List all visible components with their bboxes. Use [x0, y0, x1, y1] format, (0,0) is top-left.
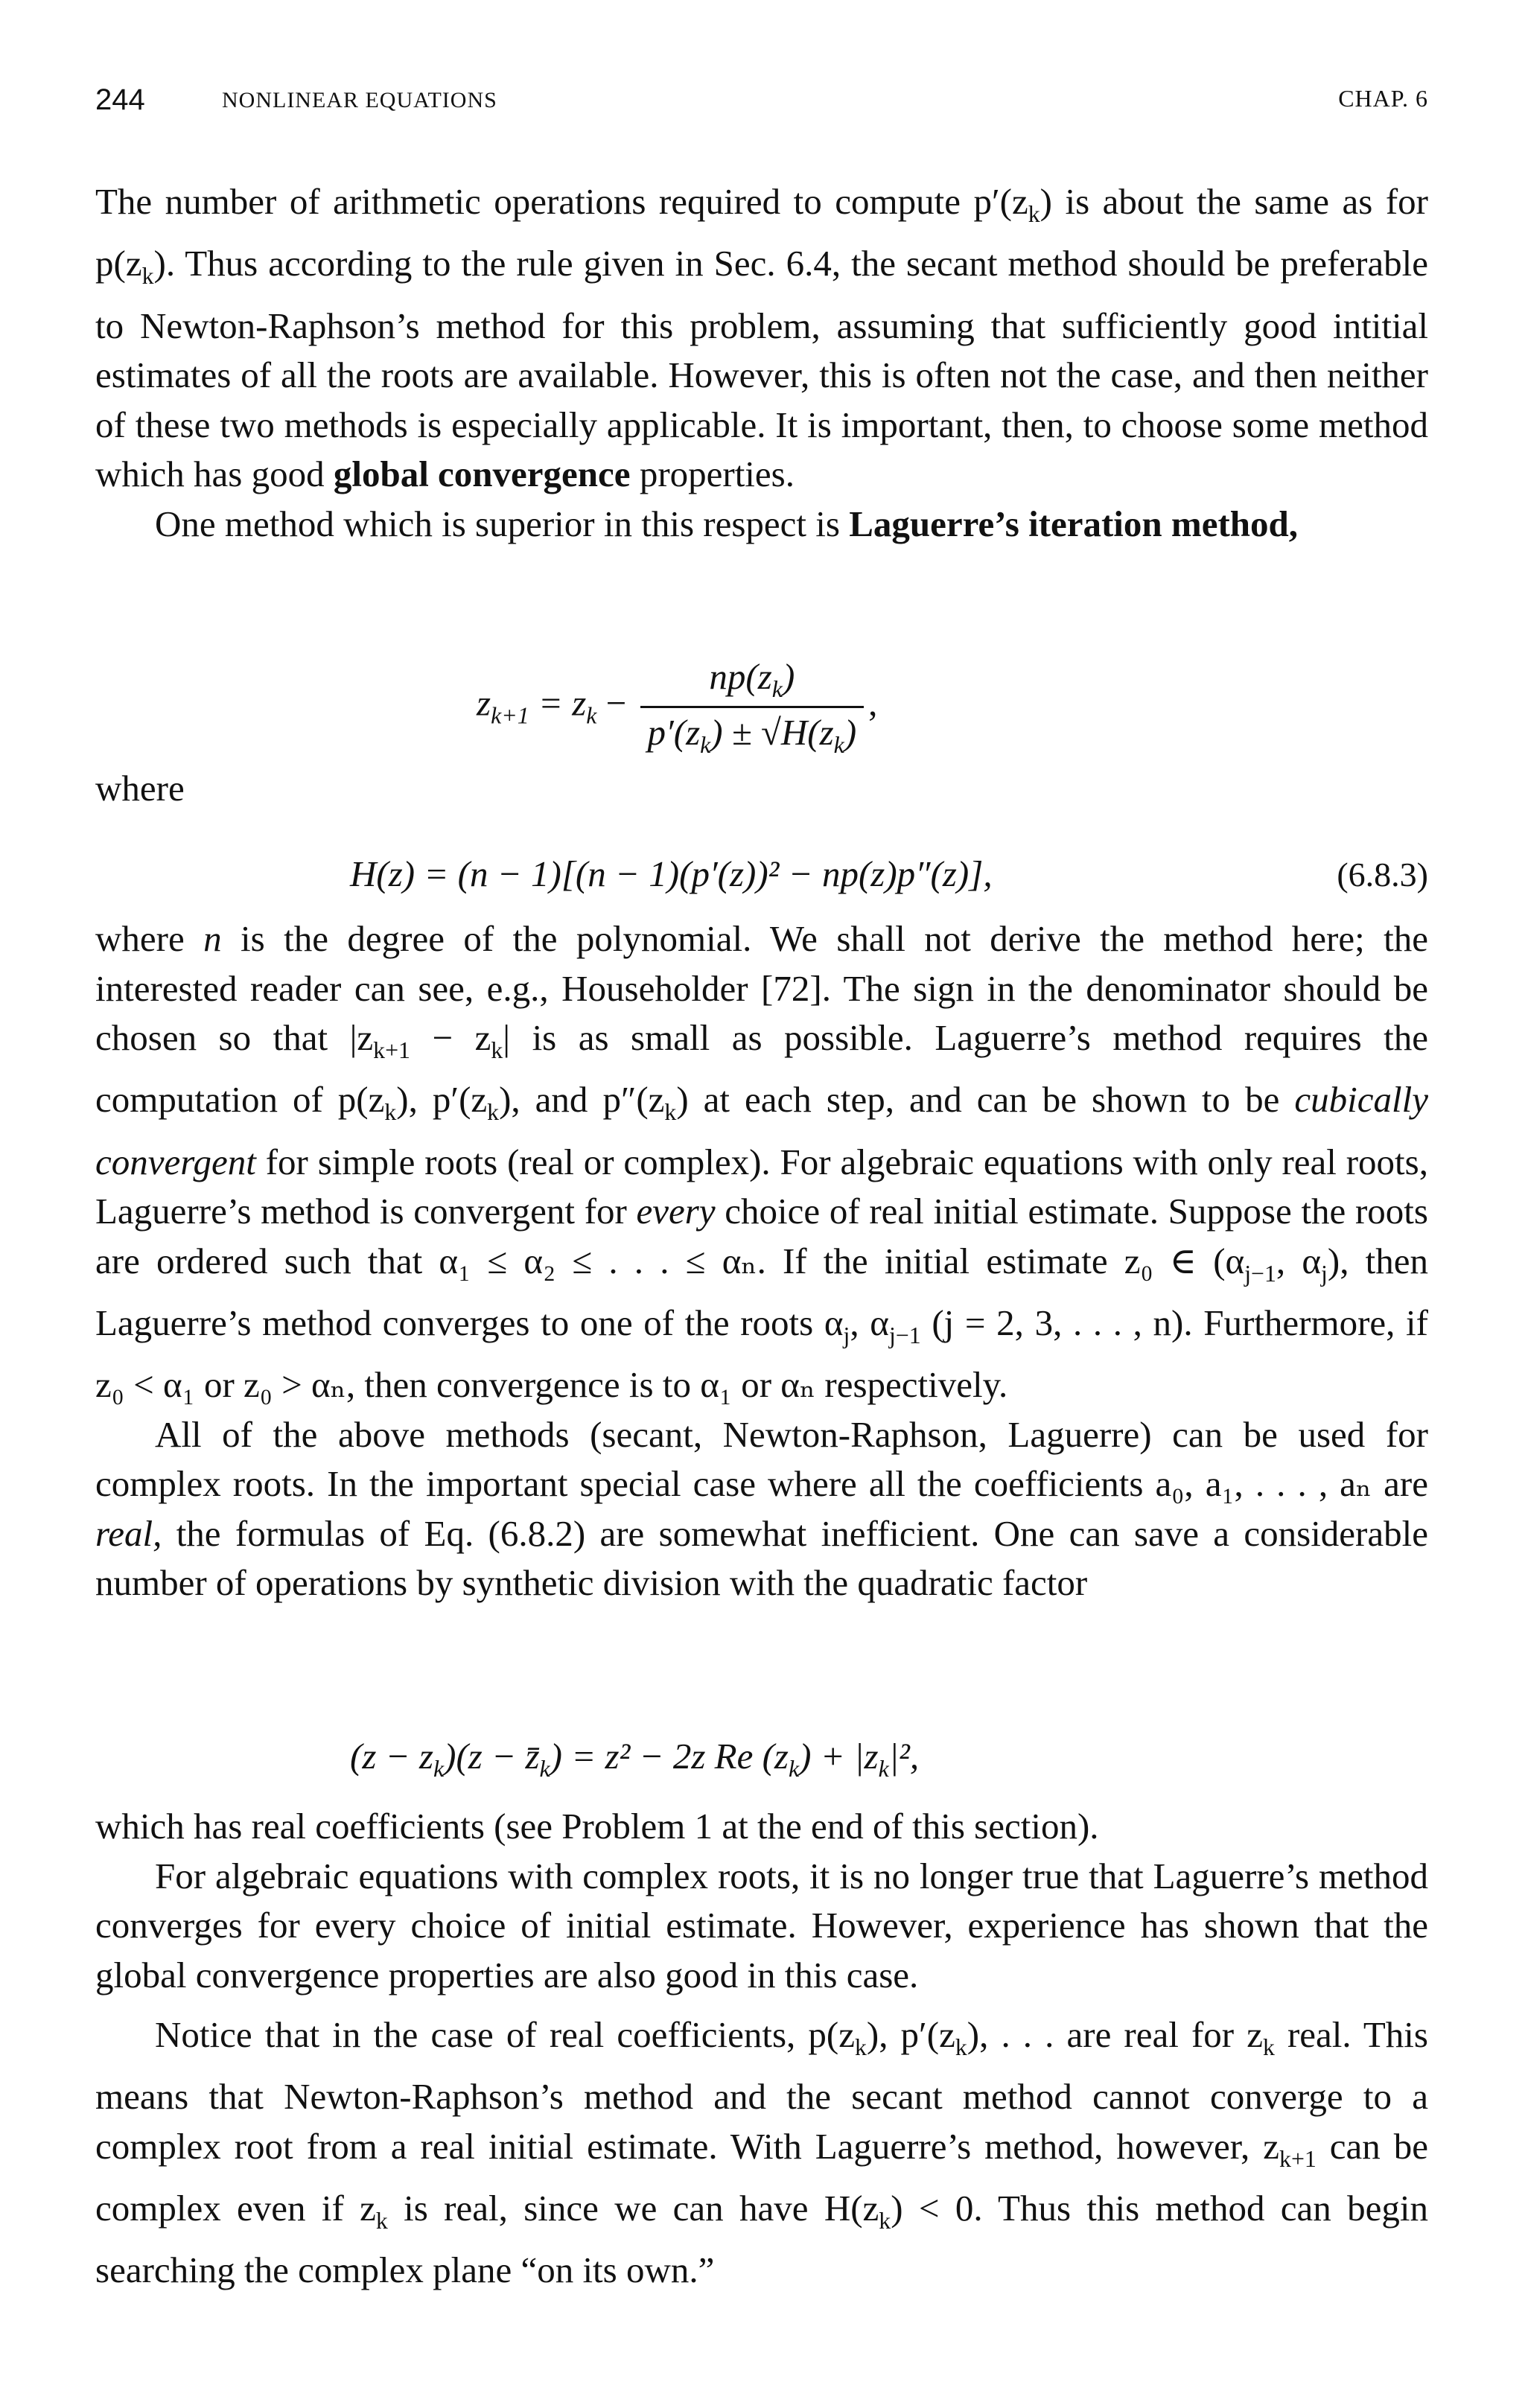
text-block-top — [95, 177, 1428, 549]
page-number: 244 — [95, 83, 145, 116]
running-title: NONLINEAR EQUATIONS — [222, 88, 497, 112]
italic-term: cubically convergent — [95, 1079, 1429, 1182]
paragraph: Notice that in the case of real coefficients, $p(z_k)$, $p'(z_k)$, . . . are real for $z_k$ real. This means that Newton-Raphson’s method and the secant method cannot converge to a complex root from a real initial estimate. With Laguerre’s method, however, $z_{k+1}$ can be complex even if $z_k$ is real, since we can have $H(z_k) < 0$. Thus this method can begin searching the complex plane “on its own.” — [95, 2014, 1429, 2291]
equation-H: H(z) = (n − 1)[(n − 1)(p′(z))² − np(z)p″(z)], — [350, 853, 993, 894]
fraction: $\frac{np(z_k)}{p'(z_k) \pm √H(z_k)}$ — [640, 655, 865, 759]
equation-laguerre-iteration: $z_{k+1} = z_k$ − $\frac{np(z_k)}{p'(z_k) \pm √H(z_k)}$ , — [477, 656, 878, 758]
italic-term: every — [636, 1191, 716, 1232]
text-block-bottom — [95, 1802, 1428, 2296]
paragraph: which has real coefficients (see Problem 1 at the end of this section). — [95, 1806, 1099, 1847]
bold-term: global convergence — [333, 453, 631, 495]
equation-number: (6.8.3) — [1337, 856, 1428, 894]
paragraph: All of the above methods (secant, Newton-Raphson, Laguerre) can be used for complex roots. In the important special case where all the coefficients a₀, a₁, . . . , aₙ are real, the formulas of Eq. (6.8.2) are somewhat inefficient. One can save a considerable number of operations by synthetic division with the quadratic factor — [95, 1413, 1428, 1604]
paragraph: For algebraic equations with complex roots, it is no longer true that Laguerre’s method converges for every choice of initial estimate. However, experience has shown that the global convergence properties are also good in this case. — [95, 1855, 1428, 1995]
paragraph: The number of arithmetic operations required to compute $p'(z_k)$ is about the same as for $p(z_k)$. Thus according to the rule given in Sec. 6.4, the secant method should be preferable to Newton-Raphson’s method for this problem, assuming that sufficiently good intitial estimates of all the roots are available. However, this is often not the case, and then neither of these two methods is especially applicable. It is important, then, to choose some method which has good global convergence properties. — [95, 181, 1428, 495]
equation-quadratic-factor: $(z - z_k)(z$ − $z̄_k) = z^2 - 2z$ Re $(z_k) + |z_k|^2$, — [350, 1736, 920, 1782]
paragraph: where n is the degree of the polynomial. We shall not derive the method here; the interested reader can see, e.g., Householder [72]. The sign in the denominator should be chosen so that $|z_{k+1} - z_k|$ is as small as possible. Laguerre’s method requires the computation of $p(z_k)$, $p'(z_k)$, and $p''(z_k)$ at each step, and can be shown to be cubically convergent for simple roots (real or complex). For algebraic equations with only real roots, Laguerre’s method is convergent for every choice of real initial estimate. Suppose the roots are ordered such that α₁ ≤ α₂ ≤ . . . ≤ αₙ. If the initial estimate z₀ ∈ ($\alpha_{j-1}$, $\alpha_j$), then Laguerre’s method converges to one of the roots $\alpha_j$, $\alpha_{j-1}$ (j = 2, 3, . . . , n). Furthermore, if z₀ < α₁ or z₀ > αₙ, then convergence is to α₁ or αₙ respectively. — [95, 918, 1429, 1406]
paragraph: One method which is superior in this respect is Laguerre’s iteration method, — [155, 503, 1299, 544]
text-block-middle — [95, 914, 1428, 1608]
chapter-label: CHAP. 6 — [1338, 85, 1428, 112]
where-label: where — [95, 768, 185, 809]
running-header — [95, 83, 1428, 136]
bold-term: Laguerre’s iteration method, — [849, 503, 1299, 544]
italic-term: real, — [95, 1512, 162, 1554]
